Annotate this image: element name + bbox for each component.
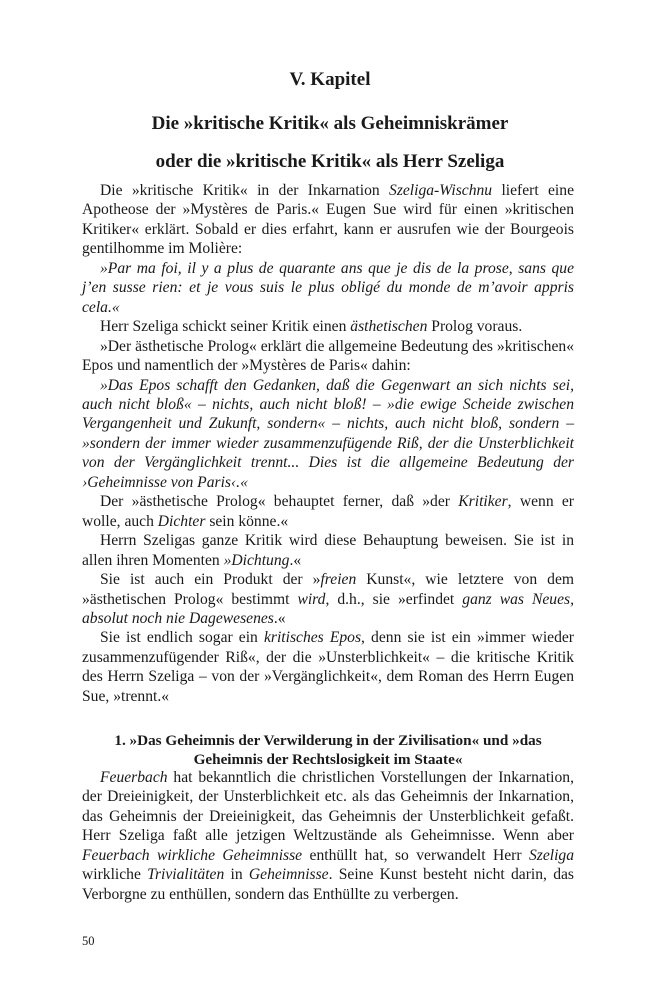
- text-run: . Seine Kunst besteht nicht darin, das Verborgne zu enthüllen, sondern das Enthüllte zu verbergen.: [82, 866, 574, 903]
- text-run: Prolog voraus.: [427, 318, 523, 336]
- section-heading: 1. »Das Geheimnis der Verwilderung in der Zivilisation« und »das Geheimnis der Rechtslosigkeit im Staate«: [114, 732, 542, 768]
- emphasis: kritisches Epos: [263, 629, 362, 647]
- paragraph-2-quote: [82, 259, 574, 317]
- emphasis: »Par ma foi, il y a plus de quarante ans que je dis de la prose, sans que j’en susse rien: et je vous suis le plus obligé du monde de m’avoir appris cela.«: [82, 259, 574, 316]
- emphasis: Trivialitäten: [147, 866, 225, 884]
- page-number: 50: [82, 934, 95, 948]
- paragraph-3: [82, 317, 574, 336]
- text-run: , wenn er wolle, auch: [82, 493, 575, 530]
- text-run: .«: [273, 609, 286, 627]
- text-run: liefert eine Apotheose der »Mystères de Paris.« Eugen Sue wird für einen »kritischen Kritiker« erklärt. Sobald er dies erfahrt, kann er ausrufen wie der Bourgeois gentilhomme im Molière:: [82, 182, 574, 258]
- paragraph-4: »Der ästhetische Prolog« erklärt die allgemeine Bedeutung des »kritischen« Epos und namentlich der »Mystères de Paris« dahin:: [82, 337, 574, 375]
- text-run: in: [224, 866, 249, 884]
- chapter-heading: V. Kapitel: [289, 69, 371, 90]
- emphasis: Dichter: [157, 512, 206, 530]
- text-run: Kunst«, wie letztere von dem »ästhetischen Prolog« bestimmt: [82, 571, 574, 608]
- emphasis: »Dichtung: [223, 551, 290, 569]
- chapter-body: [82, 181, 574, 706]
- text-run: , d.h., sie »erfindet: [325, 590, 463, 608]
- emphasis: Geheimnisse: [248, 866, 329, 884]
- emphasis: Kritiker: [458, 493, 508, 511]
- paragraph-10: [82, 768, 574, 904]
- emphasis: Feuerbach: [100, 769, 168, 786]
- emphasis: Feuerbach wirkliche Geheimnisse: [82, 846, 303, 864]
- text-run: Sie ist auch ein Produkt der »: [100, 571, 321, 589]
- emphasis: »Das Epos schafft den Gedanken, daß die Gegenwart an sich nichts sei, auch nicht bloß« – nichts, auch nicht bloß! – »die ewige Scheide zwischen Vergangenheit und Zukunft, sondern« – nichts, auch nicht bloß, sondern – »sondern der immer wieder zusammenzufügende Riß, der die Unsterblichkeit von der Vergänglichkeit trennt... Dies ist die allgemeine Bedeutung der ›Geheimnisse von Paris‹.«: [82, 376, 574, 491]
- text-run: sein könne.«: [205, 512, 289, 530]
- paragraph-6: [82, 492, 574, 531]
- chapter-title-line-1: Die »kritische Kritik« als Geheimniskrämer: [151, 113, 509, 134]
- emphasis: Szeliga-Wischnu: [389, 182, 493, 199]
- emphasis: freien: [320, 571, 357, 589]
- text-run: enthüllt hat, so verwandelt Herr: [302, 846, 529, 864]
- paragraph-7: [82, 531, 574, 570]
- text-run: Der »ästhetische Prolog« behauptet ferner, daß »der: [100, 493, 459, 511]
- text-run: .«: [289, 551, 302, 569]
- text-run: wirkliche: [82, 866, 148, 884]
- emphasis: ganz was Neues, absolut noch nie Dagewesenes: [82, 590, 574, 627]
- chapter-title-line-2: oder die »kritische Kritik« als Herr Szeliga: [155, 151, 505, 172]
- paragraph-8: [82, 570, 574, 628]
- text-run: Herr Szeliga schickt seiner Kritik einen: [100, 318, 351, 336]
- text-run: Herrn Szeligas ganze Kritik wird diese Behauptung beweisen. Sie ist in allen ihren Momenten: [82, 532, 574, 569]
- paragraph-5-quote: [82, 376, 574, 493]
- paragraph-9: [82, 628, 574, 706]
- text-run: Die »kritische Kritik« in der Inkarnation: [100, 182, 390, 199]
- text-run: hat bekanntlich die christlichen Vorstellungen der Inkarnation, der Dreieinigkeit, der Unsterblichkeit etc. als das Geheimnis der Inkarnation, das Geheimnis der Dreieinigkeit, das Geheimnis der Unsterblichkeit gefaßt. Herr Szeliga faßt alle jetzigen Weltzustände als Geheimnisse. Wenn aber: [82, 769, 574, 845]
- emphasis: wird: [297, 590, 326, 608]
- emphasis: Szeliga: [528, 846, 574, 864]
- paragraph-1: [82, 181, 574, 259]
- text-run: , denn sie ist ein »immer wieder zusammenzufügender Riß«, der die »Unsterblichkeit« – die kritische Kritik des Herrn Szeliga – von der »Vergänglichkeit«, dem Roman des Herrn Eugen Sue, »trennt.«: [82, 629, 574, 705]
- emphasis: ästhetischen: [350, 318, 428, 336]
- section-body: [82, 768, 574, 904]
- text-run: Sie ist endlich sogar ein: [100, 629, 264, 647]
